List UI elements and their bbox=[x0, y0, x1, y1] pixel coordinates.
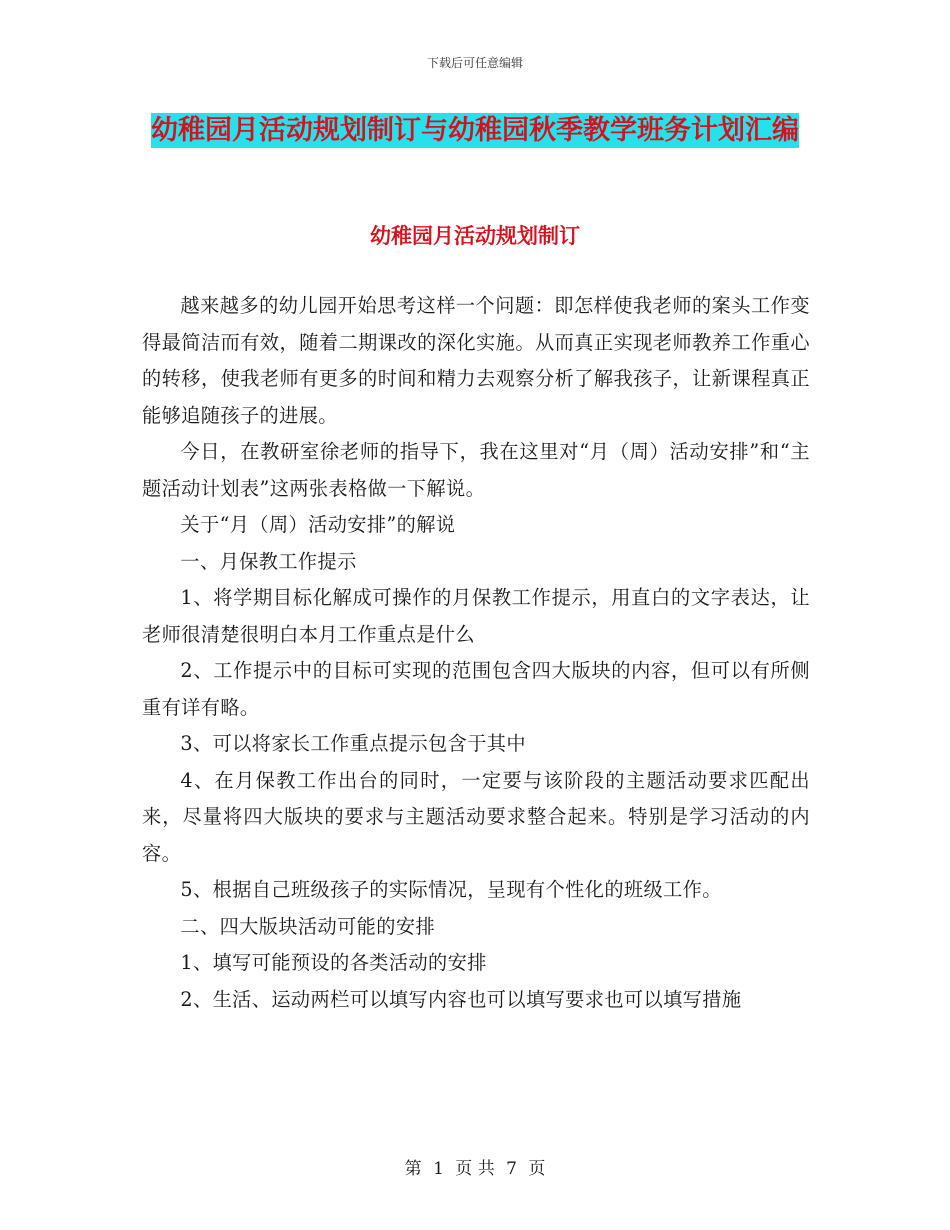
paragraph: 3、可以将家长工作重点提示包含于其中 bbox=[180, 732, 526, 755]
paragraph: 1、填写可能预设的各类活动的安排 bbox=[180, 951, 487, 974]
paragraph: 4、在月保教工作出台的同时，一定要与该阶段的主题活动要求匹配出来，尽量将四大版块的要求与主题活动要求整合起来。特别是学习活动的内容。 bbox=[142, 768, 810, 865]
paragraph: 二、四大版块活动可能的安排 bbox=[180, 914, 436, 938]
paragraph: 2、工作提示中的目标可实现的范围包含四大版块的内容，但可以有所侧重有详有略。 bbox=[142, 659, 810, 719]
document-body bbox=[142, 288, 810, 1018]
paragraph: 关于“月（周）活动安排”的解说 bbox=[180, 513, 456, 536]
paragraph: 越来越多的幼儿园开始思考这样一个问题：即怎样使我老师的案头工作变得最简洁而有效，随着二期课改的深化实施。从而真正实现老师教养工作重心的转移，使我老师有更多的时间和精力去观察分析了解我孩子，让新课程真正能够追随孩子的进展。 bbox=[142, 294, 810, 427]
section-title: 幼稚园月活动规划制订 bbox=[370, 224, 580, 248]
paragraph: 2、生活、运动两栏可以填写内容也可以填写要求也可以填写措施 bbox=[180, 987, 742, 1011]
paragraph: 一、月保教工作提示 bbox=[180, 549, 357, 573]
footer-mid: 页 共 bbox=[455, 1159, 495, 1179]
paragraph: 今日，在教研室徐老师的指导下，我在这里对“月（周）活动安排”和“主题活动计划表”这两张表格做一下解说。 bbox=[142, 440, 810, 500]
document-title-text: 幼稚园月活动规划制订与幼稚园秋季教学班务计划汇编 bbox=[151, 115, 799, 146]
footer-total-pages: 7 bbox=[506, 1159, 517, 1179]
footer-page-number: 1 bbox=[433, 1159, 444, 1179]
page-header-note: 下载后可任意编辑 bbox=[426, 56, 523, 70]
footer-prefix: 第 bbox=[404, 1159, 422, 1179]
page-footer bbox=[0, 1154, 950, 1179]
paragraph: 1、将学期目标化解成可操作的月保教工作提示，用直白的文字表达，让老师很清楚很明白本月工作重点是什么 bbox=[142, 586, 810, 646]
paragraph: 5、根据自己班级孩子的实际情况，呈现有个性化的班级工作。 bbox=[180, 878, 722, 901]
footer-suffix: 页 bbox=[528, 1159, 546, 1179]
document-title bbox=[140, 108, 810, 154]
